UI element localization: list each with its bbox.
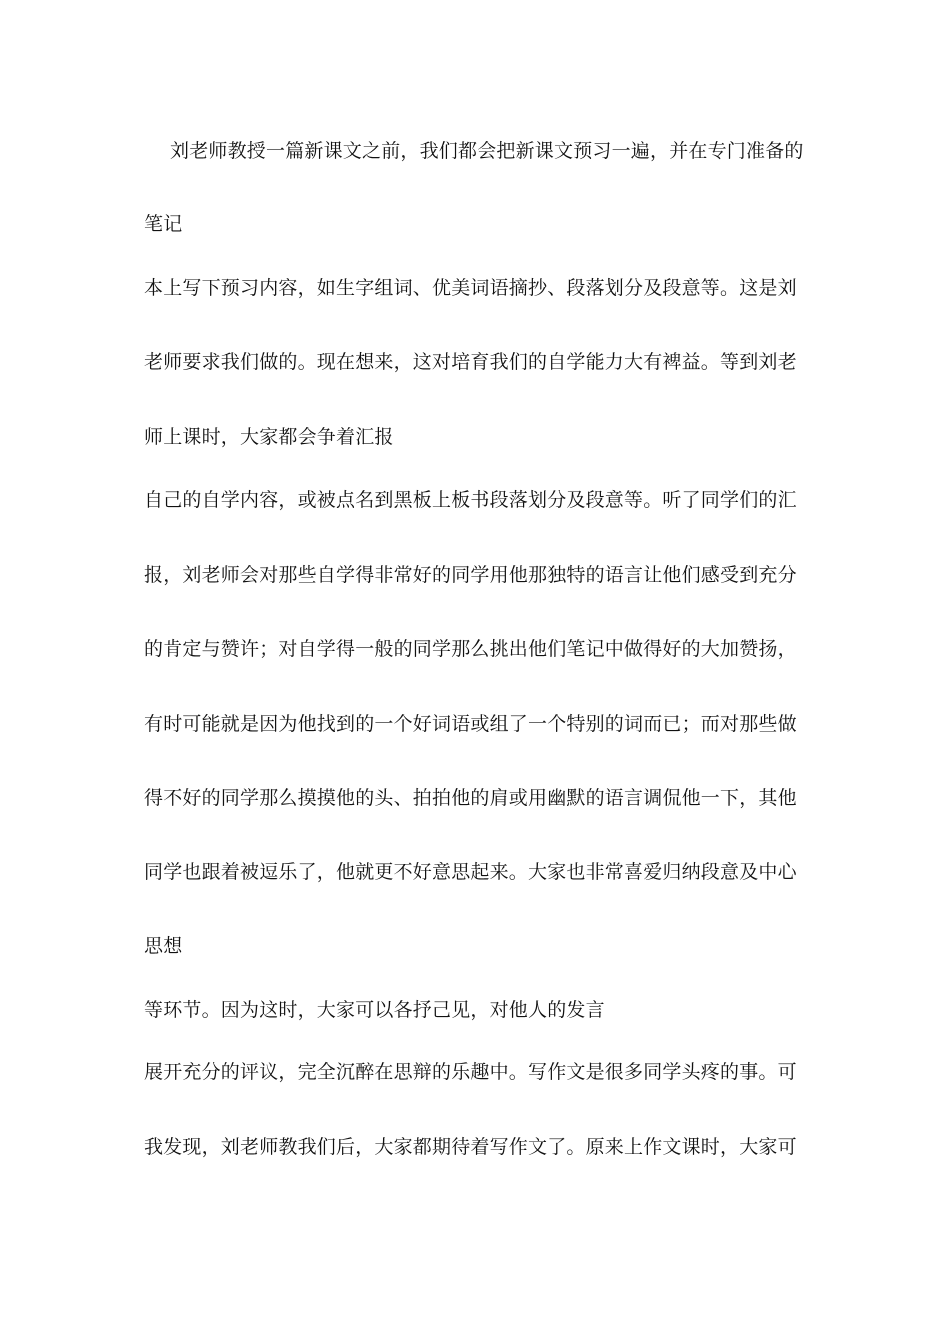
text-line: 笔记: [144, 213, 183, 235]
text-line: 刘老师教授一篇新课文之前，我们都会把新课文预习一遍，并在专门准备的: [170, 140, 804, 162]
text-line: 的肯定与赞许；对自学得一般的同学那么挑出他们笔记中做得好的大加赞扬，: [144, 638, 797, 660]
text-line: 自己的自学内容，或被点名到黑板上板书段落划分及段意等。听了同学们的汇: [144, 489, 797, 511]
text-line: 师上课时，大家都会争着汇报: [144, 426, 394, 448]
text-line: 本上写下预习内容，如生字组词、优美词语摘抄、段落划分及段意等。这是刘: [144, 277, 797, 299]
text-line: 我发现，刘老师教我们后，大家都期待着写作文了。原来上作文课时，大家可: [144, 1136, 797, 1158]
text-line: 老师要求我们做的。现在想来，这对培育我们的自学能力大有裨益。等到刘老: [144, 351, 797, 373]
text-line: 得不好的同学那么摸摸他的头、拍拍他的肩或用幽默的语言调侃他一下，其他: [144, 787, 797, 809]
text-line: 有时可能就是因为他找到的一个好词语或组了一个特别的词而已；而对那些做: [144, 713, 797, 735]
text-line: 报，刘老师会对那些自学得非常好的同学用他那独特的语言让他们感受到充分: [144, 564, 797, 586]
text-line: 展开充分的评议，完全沉醉在思辩的乐趣中。写作文是很多同学头疼的事。可: [144, 1061, 797, 1083]
text-line: 同学也跟着被逗乐了，他就更不好意思起来。大家也非常喜爱归纳段意及中心: [144, 861, 797, 883]
text-line: 思想: [144, 935, 183, 957]
text-line: 等环节。因为这时，大家可以各抒己见，对他人的发言: [144, 999, 605, 1021]
